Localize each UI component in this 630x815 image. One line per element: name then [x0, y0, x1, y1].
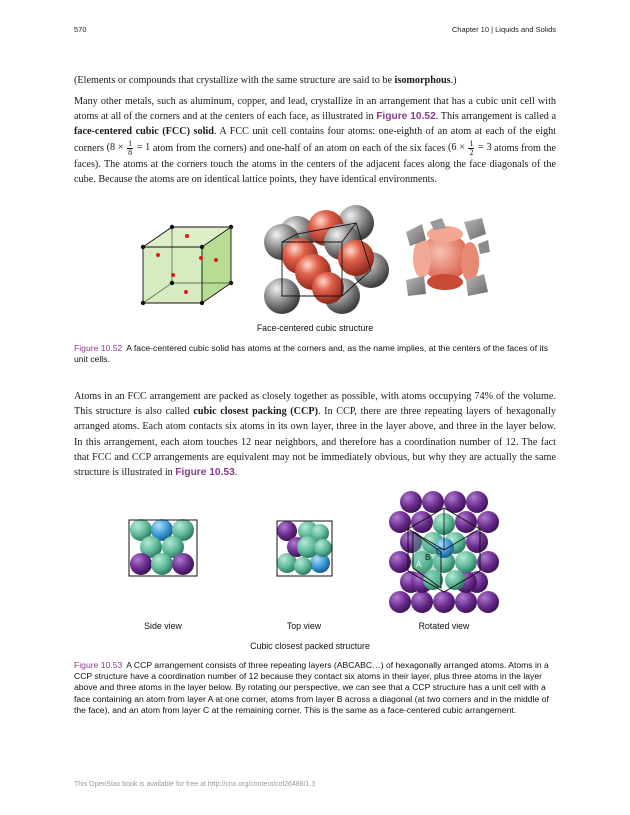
- figure-10-53-caption: Figure 10.53 A CCP arrangement consists of three repeating layers (ABCABC…) of hexagonally arranged atoms. Atoms in a CCP structure have a coordination number of 12 because they contact six atoms in their layer, plus three atoms in the layer above and three atoms in the layer below. By rotating our perspective, we can see that a CCP structure has a unit cell with a face containing an atom from layer A at one corner, atoms from layer B across a diagonal (at two corners and in the middle of the face), and an atom from layer C at the remaining corner. This is the same as a face-centered cubic arrangement.: [74, 660, 549, 715]
- top-view-label: Top view: [286, 621, 322, 631]
- figure-10-52-caption: Figure 10.52 A face-centered cubic solid has atoms at the corners and, as the name implies, at the centers of the faces of its unit cells.: [74, 343, 549, 365]
- fcc-space-filling-model: [264, 205, 389, 314]
- ccp-side-view: [129, 519, 197, 576]
- layer-c-label: C: [436, 547, 442, 556]
- footer-note: This OpenStax book is available for free at http://cnx.org/content/col26488/1.3: [74, 781, 316, 788]
- paragraph-fcc: Many other metals, such as aluminum, copper, and lead, crystallize in an arrangement that has a cubic unit cell with atoms at all of the corners and at the centers of each face, as illustrated in Figure 10.52. This arrangement is called a face-centered cubic (FCC) solid. A FCC unit cell contains four atoms: one-eighth of an atom at each of the eight corners (8 × $\frac{1}{8}$ = 1 atom from the corners) and one-half of an atom on each of the six faces (6 × $\frac{1}{2}$ = 3 atoms from the faces). The atoms at the corners touch the atoms in the centers of the adjacent faces along the face diagonals of the cube. Because the atoms are on identical lattice points, they have identical environments.: [74, 96, 557, 185]
- ccp-figure-title: Cubic closest packed structure: [250, 641, 370, 651]
- page-number: 570: [74, 25, 87, 34]
- fcc-wireframe-cube: [141, 225, 233, 305]
- face-formula: (6 × $\frac{1}{2}$ = 3: [447, 138, 492, 157]
- layer-b-label: B: [425, 553, 431, 562]
- ccp-rotated-view: [389, 491, 499, 613]
- figure-link-10-53[interactable]: Figure 10.53: [175, 467, 235, 479]
- intro-paragraph: (Elements or compounds that crystallize with the same structure are said to be isomorphous.): [74, 75, 457, 86]
- figure-link-10-52[interactable]: Figure 10.52: [376, 111, 436, 123]
- paragraph-ccp: Atoms in an FCC arrangement are packed as closely together as possible, with atoms occupying 74% of the volume. This structure is also called cubic closest packing (CCP). In CCP, there are three repeating layers of hexagonally arranged atoms. Each atom contacts six atoms in its own layer, three in the layer above, and three in the layer below. In this arrangement, each atom touches 12 near neighbors, and therefore has a coordination number of 12. The fact that FCC and CCP arrangements are equivalent may not be immediately obvious, but why they are actually the same structure is illustrated in Figure 10.53.: [74, 391, 556, 479]
- rotated-view-label: Rotated view: [418, 621, 470, 631]
- side-view-label: Side view: [144, 621, 182, 631]
- layer-a-label: A: [416, 560, 422, 569]
- fcc-figure: [130, 200, 510, 318]
- ccp-figure: [120, 488, 510, 616]
- fcc-unit-cell-cutaway: [406, 218, 490, 296]
- fcc-figure-title: Face-centered cubic structure: [256, 323, 374, 333]
- corner-formula: (8 × $\frac{1}{8}$ = 1: [106, 138, 151, 157]
- chapter-header: Chapter 10 | Liquids and Solids: [451, 25, 556, 34]
- ccp-top-view: [277, 521, 332, 576]
